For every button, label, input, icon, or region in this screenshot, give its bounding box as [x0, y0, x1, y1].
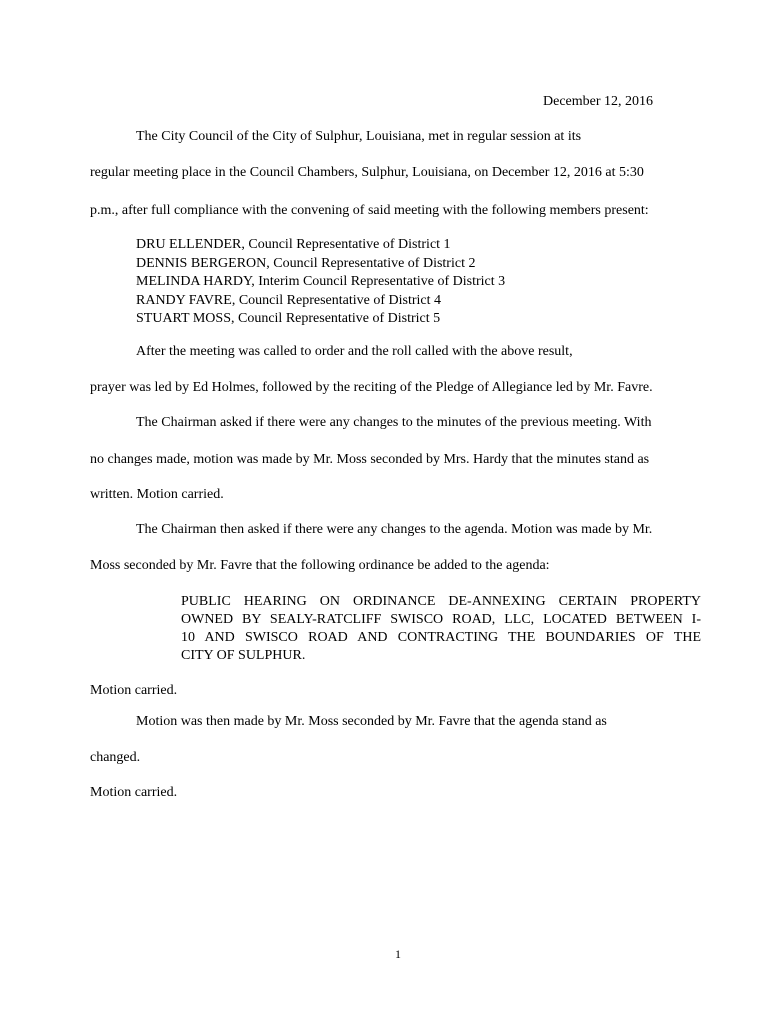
member-item: DENNIS BERGERON, Council Representative of District 2 — [136, 255, 476, 271]
paragraph-1-line-1: The City Council of the City of Sulphur, Louisiana, met in regular session at its — [136, 129, 582, 144]
paragraph-4-line-1: The Chairman then asked if there were any changes to the agenda. Motion was made by Mr. — [136, 522, 653, 537]
ordinance-block — [181, 593, 701, 665]
motion-carried-2: Motion carried. — [90, 785, 178, 800]
page-number: 1 — [395, 947, 401, 961]
members-present-list — [136, 236, 505, 329]
paragraph-4-line-2: Moss seconded by Mr. Favre that the following ordinance be added to the agenda: — [90, 558, 550, 573]
paragraph-3-line-1: The Chairman asked if there were any changes to the minutes of the previous meeting. With — [136, 415, 652, 430]
motion-carried-1: Motion carried. — [90, 683, 178, 698]
paragraph-1-line-3: p.m., after full compliance with the convening of said meeting with the following members present: — [90, 203, 649, 218]
ordinance-line: 10 AND SWISCO ROAD AND CONTRACTING THE BOUNDARIES OF THE — [181, 630, 701, 645]
paragraph-1-line-2: regular meeting place in the Council Chambers, Sulphur, Louisiana, on December 12, 2016 at 5:30 — [90, 165, 644, 180]
paragraph-3-line-3: written. Motion carried. — [90, 487, 224, 502]
member-item: STUART MOSS, Council Representative of District 5 — [136, 311, 441, 326]
paragraph-5-line-2: changed. — [90, 750, 141, 765]
paragraph-3-line-2: no changes made, motion was made by Mr. Moss seconded by Mrs. Hardy that the minutes stand as — [90, 452, 650, 467]
member-item: MELINDA HARDY, Interim Council Representative of District 3 — [136, 274, 506, 289]
meeting-date: December 12, 2016 — [543, 94, 654, 109]
ordinance-line: CITY OF SULPHUR. — [181, 648, 306, 663]
member-item: DRU ELLENDER, Council Representative of District 1 — [136, 237, 451, 252]
ordinance-line: PUBLIC HEARING ON ORDINANCE DE-ANNEXING CERTAIN PROPERTY — [181, 594, 701, 609]
member-item: RANDY FAVRE, Council Representative of District 4 — [136, 292, 441, 308]
paragraph-5-line-1: Motion was then made by Mr. Moss seconded by Mr. Favre that the agenda stand as — [136, 714, 607, 729]
ordinance-line: OWNED BY SEALY-RATCLIFF SWISCO ROAD, LLC, LOCATED BETWEEN I- — [181, 612, 701, 627]
paragraph-2-line-1: After the meeting was called to order and the roll called with the above result, — [136, 344, 573, 359]
paragraph-2-line-2: prayer was led by Ed Holmes, followed by the reciting of the Pledge of Allegiance led by Mr. Favre. — [90, 380, 653, 395]
